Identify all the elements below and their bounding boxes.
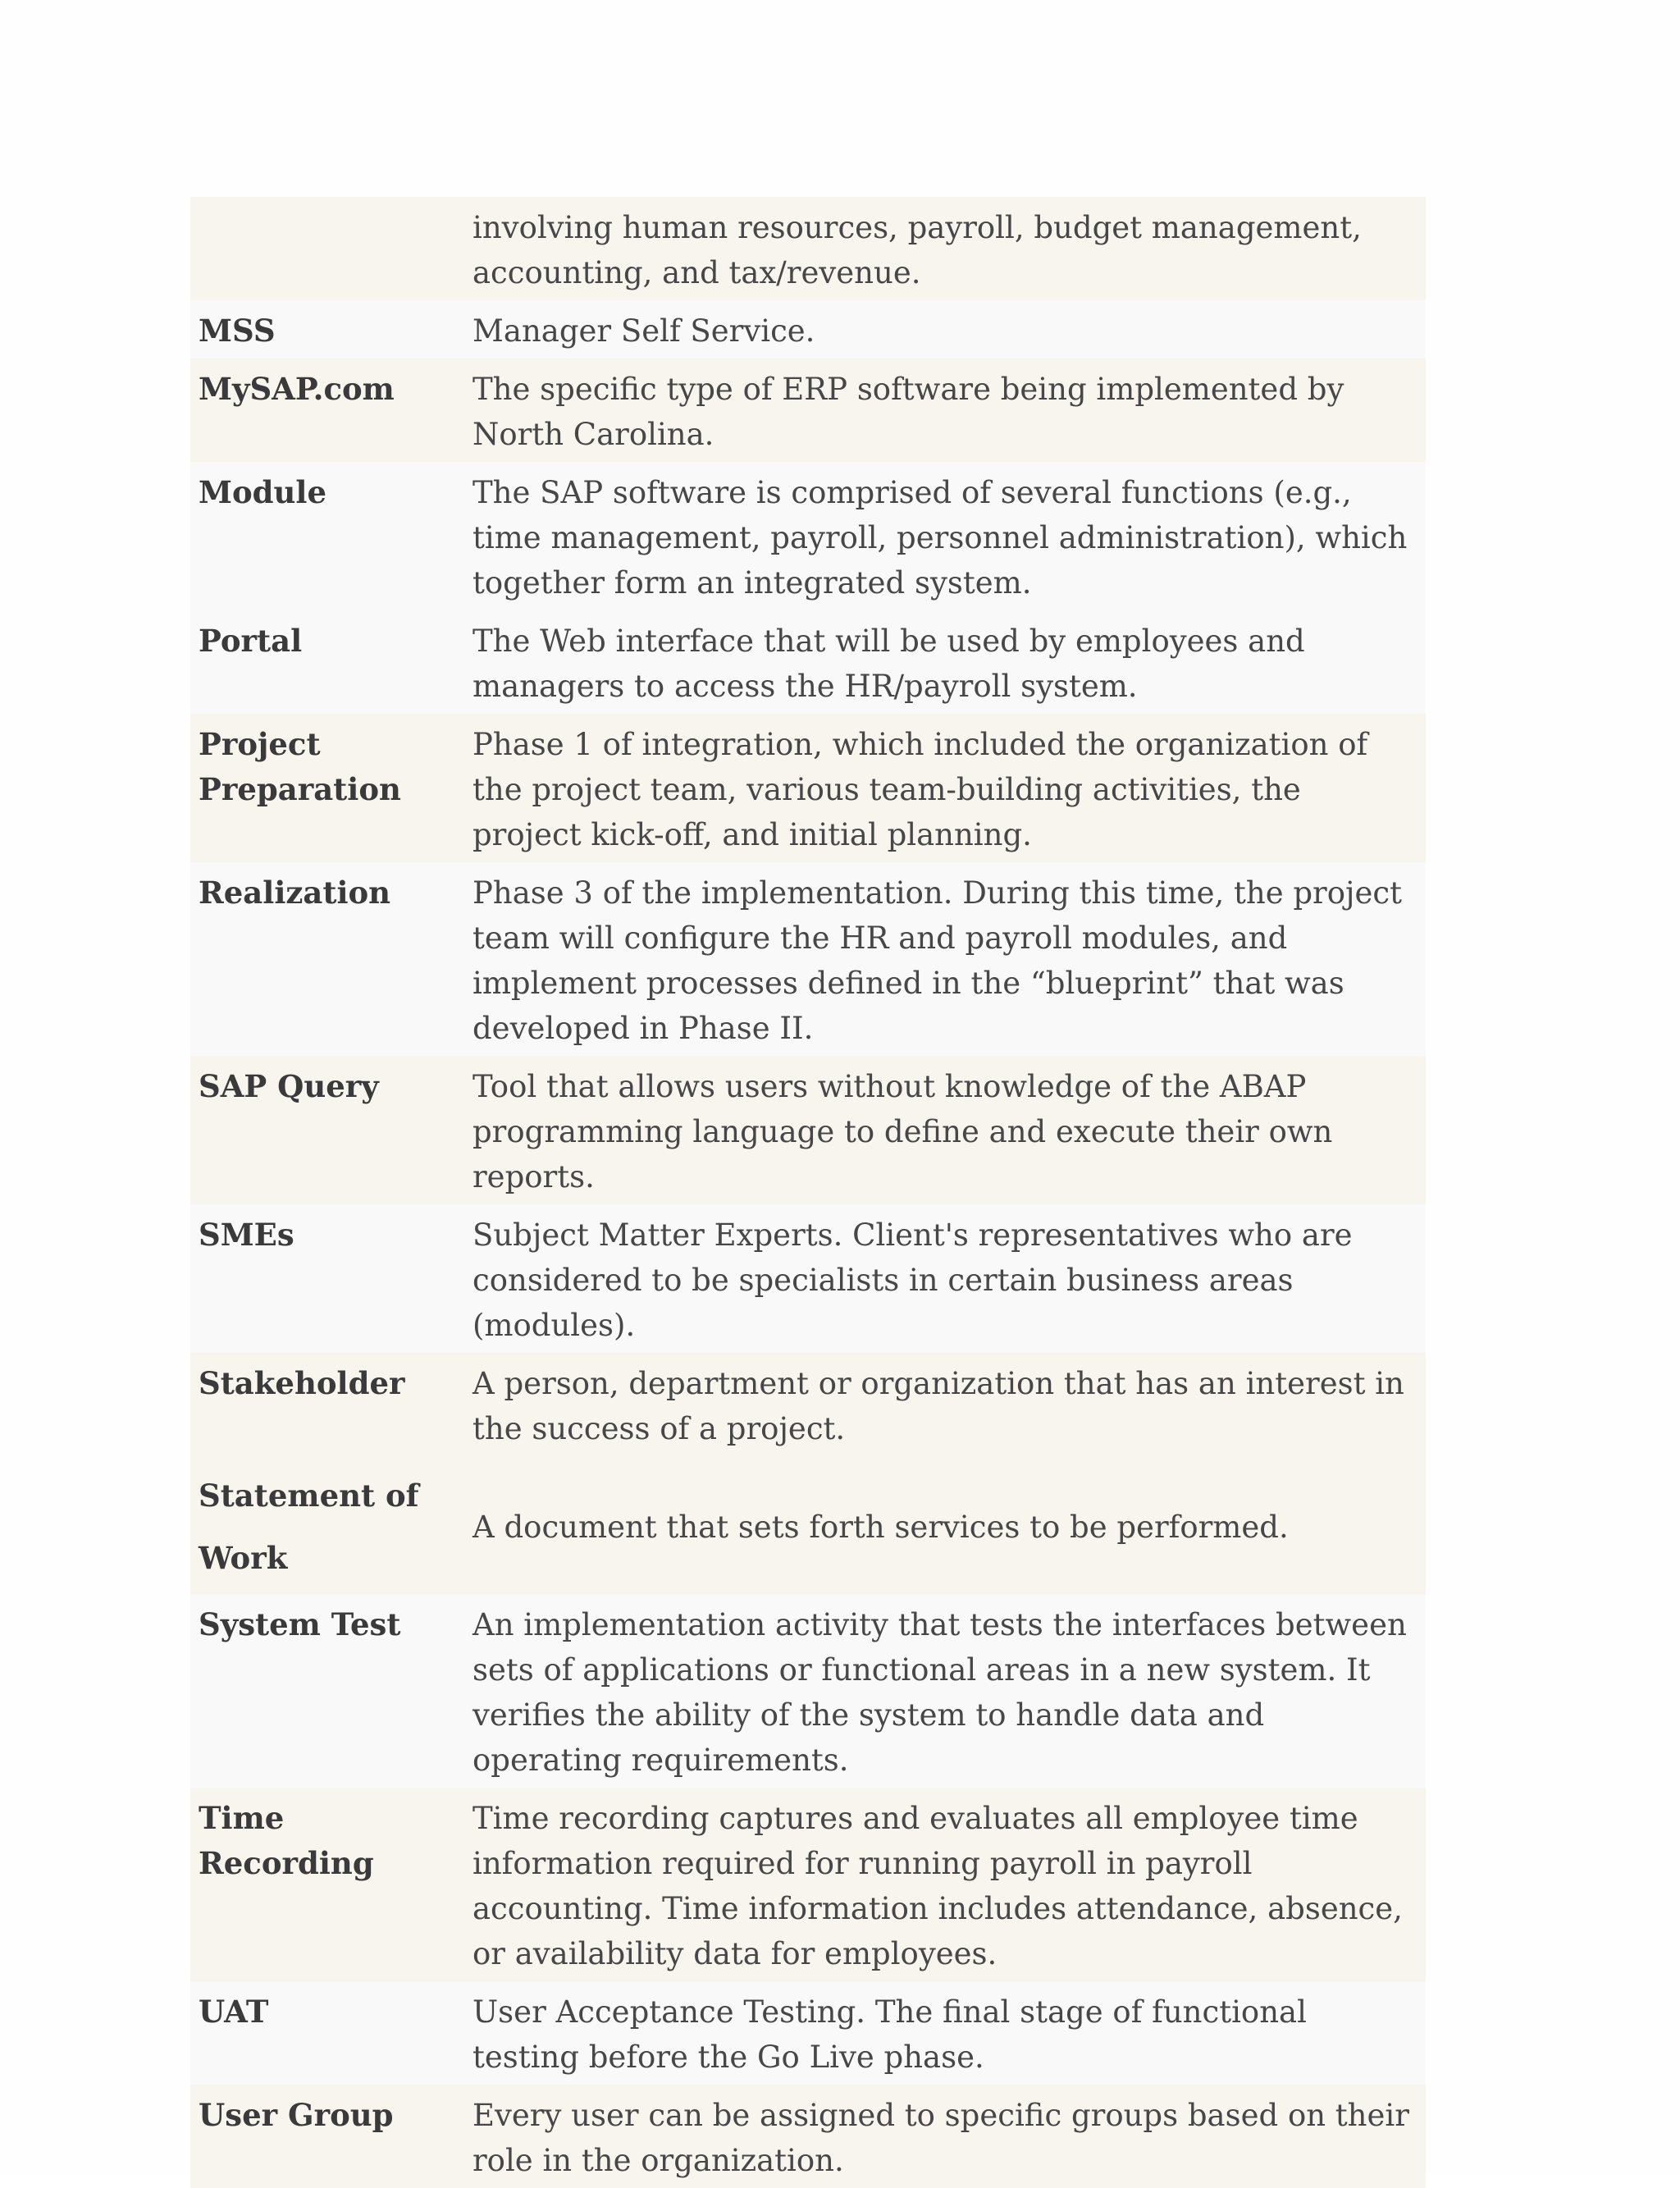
glossary-definition: Time recording captures and evaluates all employee time information required for running payroll in payroll accounting. Time information includes attendance, absence, or availability data for employees.: [461, 1788, 1426, 1981]
glossary-term: Statement of Work: [190, 1456, 461, 1594]
glossary-term: SAP Query: [190, 1056, 461, 1204]
glossary-row: [190, 1981, 1426, 2085]
glossary-term: MSS: [190, 300, 461, 359]
glossary-definition: Phase 3 of the implementation. During this time, the project team will configure the HR and payroll modules, and implement processes defined in the “blueprint” that was developed in Phase II.: [461, 862, 1426, 1056]
glossary-term: UAT: [190, 1981, 461, 2085]
glossary-row: [190, 197, 1426, 300]
glossary-term: Portal: [190, 610, 461, 714]
glossary-row: [190, 1353, 1426, 1456]
glossary-definition: Manager Self Service.: [461, 300, 1426, 359]
glossary-term: Project Preparation: [190, 714, 461, 862]
glossary-row: [190, 1056, 1426, 1204]
glossary-definition: User Acceptance Testing. The final stage of functional testing before the Go Live phase.: [461, 1981, 1426, 2085]
glossary-row: [190, 462, 1426, 610]
glossary-row: [190, 2085, 1426, 2188]
glossary-row: [190, 862, 1426, 1056]
glossary-row: [190, 1204, 1426, 1353]
glossary-term: Stakeholder: [190, 1353, 461, 1456]
glossary-term: Time Recording: [190, 1788, 461, 1981]
glossary-definition: A document that sets forth services to be performed.: [461, 1456, 1426, 1594]
glossary-row: [190, 300, 1426, 359]
glossary-term: [190, 197, 461, 300]
glossary-definition: The specific type of ERP software being implemented by North Carolina.: [461, 359, 1426, 462]
glossary-row: [190, 610, 1426, 714]
glossary-row: [190, 714, 1426, 862]
glossary-definition: The Web interface that will be used by employees and managers to access the HR/payroll system.: [461, 610, 1426, 714]
glossary-table: [190, 197, 1426, 2188]
glossary-definition: The SAP software is comprised of several functions (e.g., time management, payroll, personnel administration), which together form an integrated system.: [461, 462, 1426, 610]
glossary-definition: An implementation activity that tests the interfaces between sets of applications or functional areas in a new system. It verifies the ability of the system to handle data and operating requirements.: [461, 1594, 1426, 1788]
glossary-definition: Every user can be assigned to specific groups based on their role in the organization.: [461, 2085, 1426, 2188]
glossary-term: SMEs: [190, 1204, 461, 1353]
glossary-definition: involving human resources, payroll, budget management, accounting, and tax/revenue.: [461, 197, 1426, 300]
glossary-row: [190, 1594, 1426, 1788]
glossary-term: Module: [190, 462, 461, 610]
glossary-row: [190, 1456, 1426, 1594]
glossary-term: Realization: [190, 862, 461, 1056]
glossary-definition: Tool that allows users without knowledge of the ABAP programming language to define and execute their own reports.: [461, 1056, 1426, 1204]
glossary-row: [190, 1788, 1426, 1981]
glossary-term: MySAP.com: [190, 359, 461, 462]
glossary-definition: Subject Matter Experts. Client's representatives who are considered to be specialists in certain business areas (modules).: [461, 1204, 1426, 1353]
glossary-definition: A person, department or organization that has an interest in the success of a project.: [461, 1353, 1426, 1456]
glossary-definition: Phase 1 of integration, which included the organization of the project team, various team-building activities, the project kick-off, and initial planning.: [461, 714, 1426, 862]
glossary-row: [190, 359, 1426, 462]
glossary-term: User Group: [190, 2085, 461, 2188]
glossary-term: System Test: [190, 1594, 461, 1788]
